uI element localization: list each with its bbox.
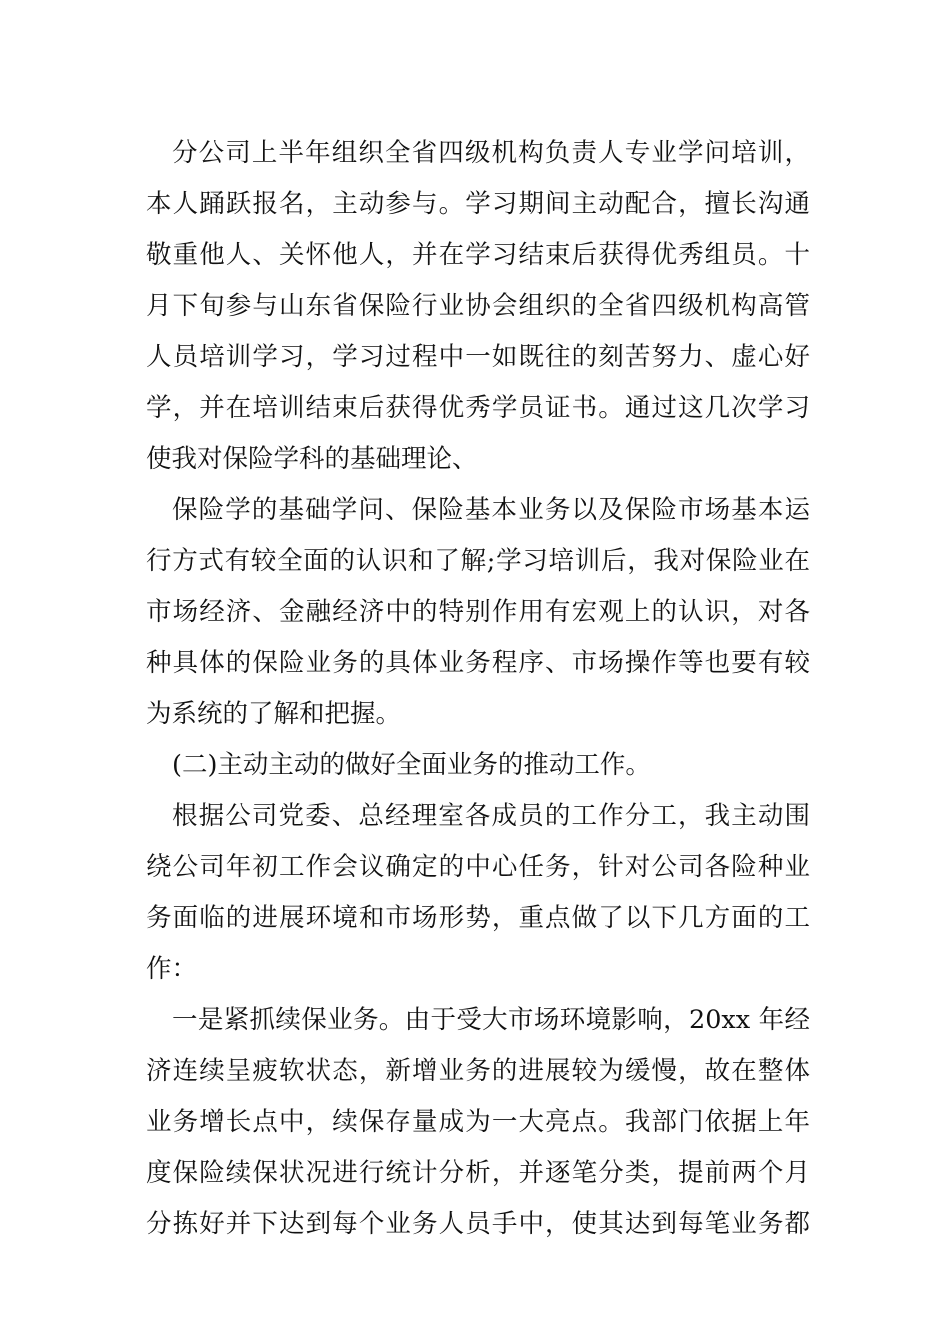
text-line: 分公司上半年组织全省四级机构负责人专业学问培训，: [172, 138, 810, 168]
text-line: 根据公司党委、总经理室各成员的工作分工，我主动围: [172, 801, 810, 831]
text-line: 一是紧抓续保业务。由于受大市场环境影响，20xx 年经: [172, 1005, 810, 1035]
section-heading: (二)主动主动的做好全面业务的推动工作。: [172, 750, 651, 780]
text-line: 保险学的基础学问、保险基本业务以及保险市场基本运: [172, 495, 810, 525]
text-line: 为系统的了解和把握。: [146, 699, 402, 729]
text-line: 学，并在培训结束后获得优秀学员证书。通过这几次学习: [146, 393, 810, 423]
text-line: 市场经济、金融经济中的特别作用有宏观上的认识，对各: [146, 597, 810, 627]
text-line: 度保险续保状况进行统计分析，并逐笔分类，提前两个月: [146, 1158, 810, 1188]
text-line: 本人踊跃报名，主动参与。学习期间主动配合，擅长沟通: [146, 189, 810, 219]
text-line: 使我对保险学科的基础理论、: [146, 444, 478, 474]
text-line: 务面临的进展环境和市场形势，重点做了以下几方面的工: [146, 903, 810, 933]
document-body: [146, 128, 810, 1250]
text-line: 种具体的保险业务的具体业务程序、市场操作等也要有较: [146, 648, 810, 678]
text-line: 人员培训学习，学习过程中一如既往的刻苦努力、虚心好: [146, 342, 810, 372]
text-line: 作：: [146, 954, 198, 984]
text-line: 月下旬参与山东省保险行业协会组织的全省四级机构高管: [146, 291, 810, 321]
text-line: 行方式有较全面的认识和了解;学习培训后，我对保险业在: [146, 546, 810, 576]
text-line: 绕公司年初工作会议确定的中心任务，针对公司各险种业: [146, 852, 810, 882]
text-line: 分拣好并下达到每个业务人员手中，使其达到每笔业务都: [146, 1209, 810, 1239]
text-line: 敬重他人、关怀他人，并在学习结束后获得优秀组员。十: [146, 240, 810, 270]
text-line: 济连续呈疲软状态，新增业务的进展较为缓慢，故在整体: [146, 1056, 810, 1086]
text-line: 业务增长点中，续保存量成为一大亮点。我部门依据上年: [146, 1107, 810, 1137]
